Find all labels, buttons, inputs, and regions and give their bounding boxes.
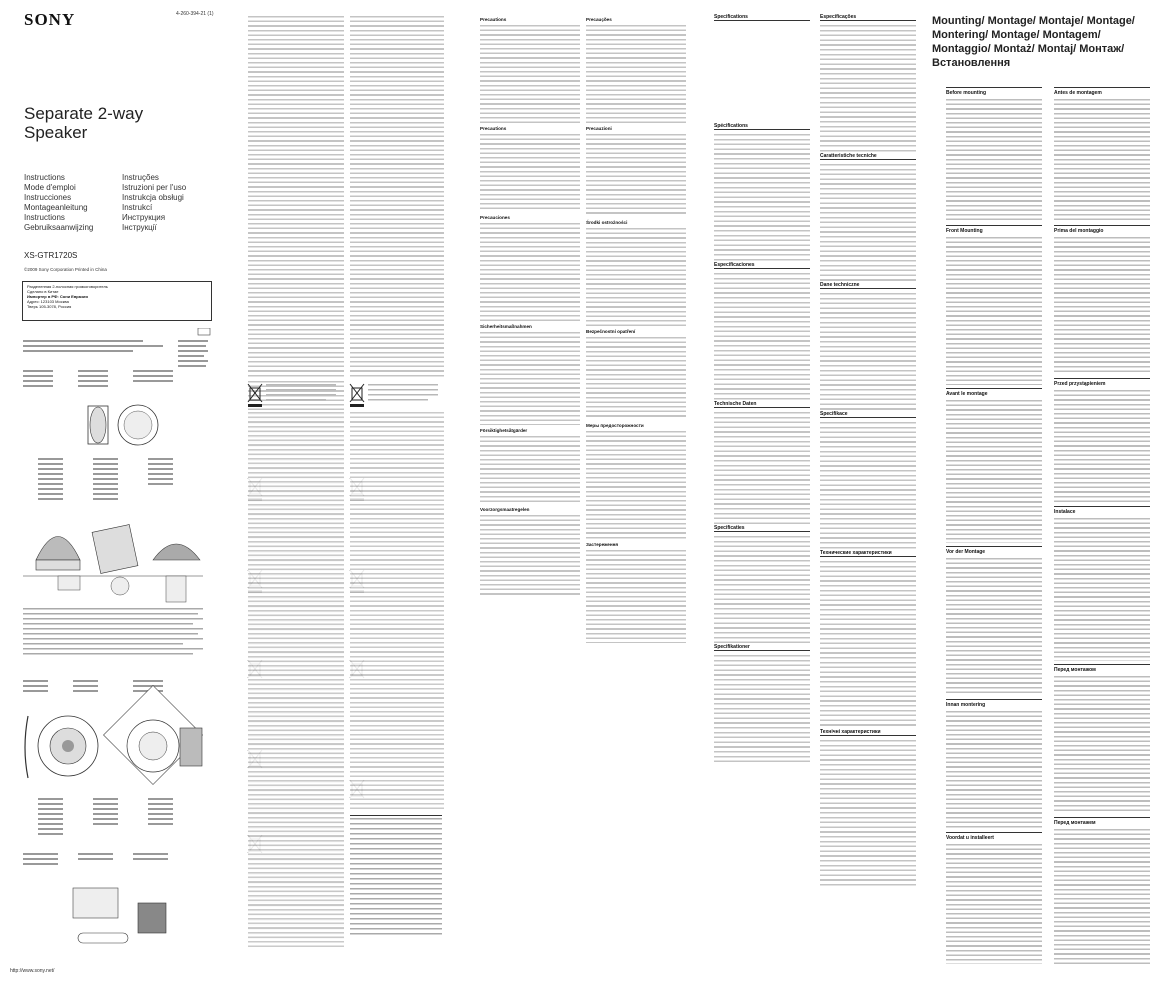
- specifications-column-b: [820, 14, 916, 954]
- mounting-section-heading: Перед монтажем: [1054, 817, 1150, 826]
- mounting-column-b: [1054, 84, 1150, 964]
- box-line: Тверь 105-3078, Россия: [27, 304, 72, 309]
- lang-item: Instrukcja obsługi: [122, 193, 184, 202]
- box-line: Импортер в РФ: Сони Евразия: [27, 294, 88, 299]
- copyright: ©2009 Sony Corporation Printed in China: [24, 267, 107, 272]
- language-list: [24, 173, 212, 233]
- precautions-column-b: [586, 14, 686, 694]
- precautions-heading: Precauções: [586, 17, 612, 22]
- mounting-section-heading: Before mounting: [946, 87, 1042, 96]
- russian-cert-block: [350, 815, 442, 936]
- document-title: [24, 104, 204, 142]
- lang-item: Istruzioni per l'uso: [122, 183, 187, 192]
- spec-heading: Specifikace: [820, 411, 916, 418]
- spec-heading: Caratteristiche tecniche: [820, 153, 916, 160]
- lang-item: Gebruiksaanwijzing: [24, 223, 94, 232]
- text-block: [350, 410, 444, 810]
- precautions-heading: Precautions: [480, 126, 507, 131]
- mounting-section-heading: Front Mounting: [946, 225, 1042, 234]
- mounting-section-heading: Vor der Montage: [946, 546, 1042, 555]
- precautions-heading: Środki ostrożności: [586, 220, 628, 225]
- lang-item: Инструкция: [122, 213, 166, 222]
- mounting-section-heading: Перед монтажом: [1054, 664, 1150, 673]
- precautions-heading: Застереження: [586, 542, 619, 547]
- title-line-2: Speaker: [24, 123, 88, 142]
- spec-heading: Технические характеристики: [820, 550, 916, 557]
- model-number: XS-GTR1720S: [24, 251, 78, 260]
- lang-item: Instructions: [24, 213, 65, 222]
- precautions-heading: Voorzorgsmaatregelen: [480, 507, 530, 512]
- lang-item: Instructions: [24, 173, 65, 182]
- mounting-section-heading: Avant le montage: [946, 388, 1042, 397]
- lang-item: Montageanleitung: [24, 203, 88, 212]
- lang-item: Instruções: [122, 173, 159, 182]
- lang-item: Instrucciones: [24, 193, 72, 202]
- mounting-section-heading: Przed przystąpieniem: [1054, 378, 1150, 387]
- spec-heading: Technische Daten: [714, 401, 810, 408]
- mounting-section-heading: Instalace: [1054, 506, 1150, 515]
- mounting-section-heading: Innan montering: [946, 699, 1042, 708]
- spec-heading: Specificaties: [714, 525, 810, 532]
- spec-heading: Dane techniczne: [820, 282, 916, 289]
- title-line-1: Separate 2-way: [24, 104, 144, 123]
- precautions-heading: Precautions: [480, 17, 507, 22]
- precautions-heading: Меры предосторожности: [586, 423, 644, 428]
- precautions-heading: Bezpečnostní opatření: [586, 329, 636, 334]
- mounting-column-a: [946, 84, 1042, 964]
- lang-item: Instrukcí: [122, 203, 153, 212]
- box-line: Адрес: 123103 Москва: [27, 299, 69, 304]
- russian-import-box: [22, 281, 212, 321]
- precautions-heading: Sicherheitsmaßnahmen: [480, 324, 532, 329]
- footer-url[interactable]: http://www.sony.net/: [10, 968, 55, 974]
- spec-heading: Технічні характеристики: [820, 729, 916, 736]
- box-line: Разделенная 2-полосная громкоговоритель: [27, 284, 108, 289]
- lang-item: Mode d'emploi: [24, 183, 76, 192]
- lang-item: Інструкції: [122, 223, 157, 232]
- precautions-heading: Försiktighetsåtgärder: [480, 428, 528, 433]
- mounting-title: Mounting/ Montage/ Montaje/ Montage/ Montering/ Montage/ Montagem/ Montaggio/ Montaż/ Montaj/ Монтаж/ Встановлення: [932, 15, 1135, 69]
- spec-heading: Specifikationer: [714, 644, 810, 651]
- part-number: 4-260-394-21 (1): [176, 11, 214, 17]
- brand-logo: SONY: [24, 10, 76, 29]
- spec-heading: Spécifications: [714, 123, 810, 130]
- spec-heading: Especificações: [820, 14, 916, 21]
- mounting-section-heading: Voordat u installeert: [946, 832, 1042, 841]
- dimensions-diagram: [18, 328, 218, 968]
- specifications-column-a: [714, 14, 810, 814]
- mounting-section-heading: Prima del montaggio: [1054, 225, 1150, 234]
- box-line: Сделано в Китае: [27, 289, 59, 294]
- precautions-heading: Precauciones: [480, 215, 510, 220]
- precautions-heading: Precauzioni: [586, 126, 612, 131]
- mounting-section-heading: Antes de montagem: [1054, 87, 1150, 96]
- precautions-column-a: [480, 14, 580, 694]
- spec-heading: Especificaciones: [714, 262, 810, 269]
- spec-heading: Specifications: [714, 14, 810, 21]
- text-block: [248, 410, 344, 950]
